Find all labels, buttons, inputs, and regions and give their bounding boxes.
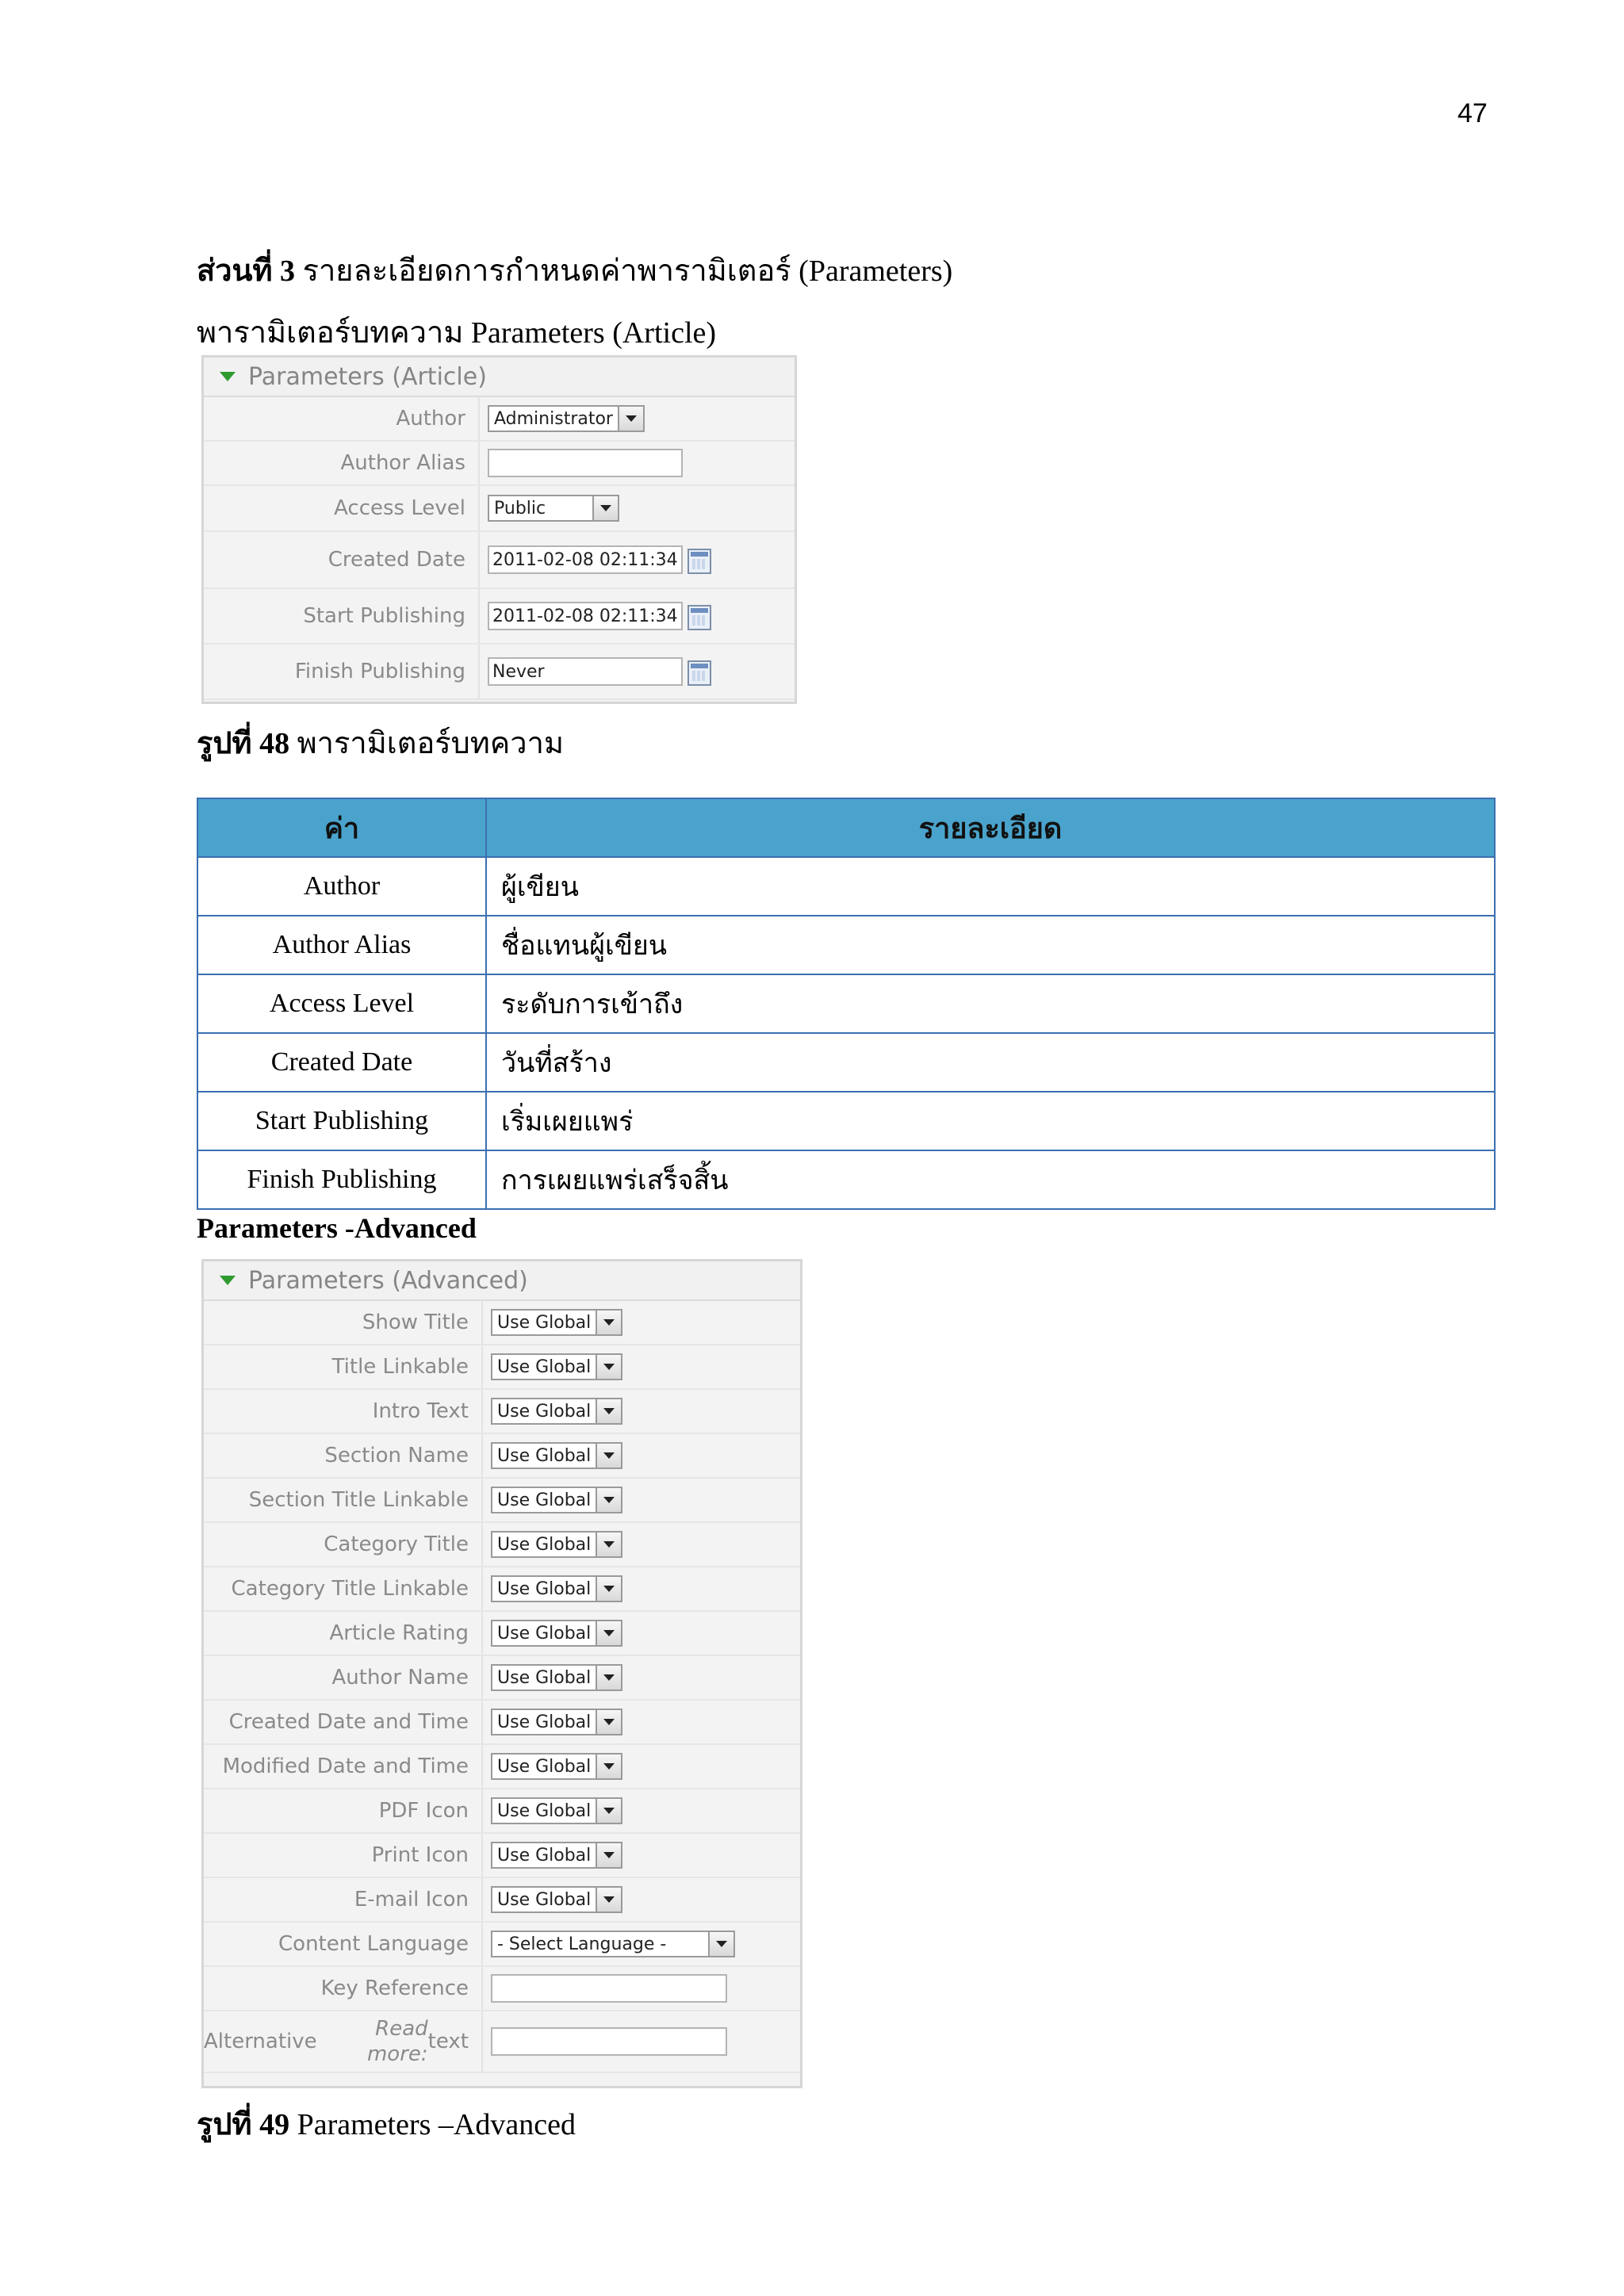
select-value: Use Global	[497, 1800, 592, 1821]
param-field	[480, 495, 619, 522]
param-label: Start Publishing	[204, 589, 480, 643]
param-label: Modified Date and Time	[204, 1745, 483, 1788]
table-cell-detail: ระดับการเข้าถึง	[486, 974, 1495, 1033]
author-alias-input[interactable]	[488, 449, 683, 477]
param-field	[483, 1531, 622, 1558]
param-label: Section Name	[204, 1434, 483, 1477]
parameters-table	[197, 798, 1496, 1210]
param-label: Alternative Read more: text	[204, 2011, 483, 2072]
param-label: Section Title Linkable	[204, 1479, 483, 1521]
collapse-triangle-icon[interactable]	[220, 1276, 236, 1285]
param-field	[483, 1575, 622, 1602]
select-value: Use Global	[497, 1357, 592, 1377]
param-field	[483, 1620, 622, 1647]
select-value: Use Global	[497, 1712, 592, 1732]
param-field	[483, 1709, 622, 1735]
param-field	[483, 1353, 622, 1380]
chevron-down-icon[interactable]	[596, 1577, 621, 1601]
advanced-parameters-panel	[201, 1259, 802, 2088]
param-label: Title Linkable	[204, 1345, 483, 1388]
calendar-icon[interactable]	[688, 605, 711, 630]
table-row	[197, 857, 1495, 916]
param-row-title-linkable	[204, 1345, 800, 1390]
table-cell-value: Finish Publishing	[197, 1150, 486, 1209]
param-row-created-date-and-time	[204, 1701, 800, 1745]
param-field	[480, 657, 711, 686]
category-title-select[interactable]	[491, 1531, 622, 1558]
param-row-section-name	[204, 1434, 800, 1479]
table-header-value: ค่า	[197, 798, 486, 857]
page-number: 47	[1457, 98, 1488, 128]
chevron-down-icon[interactable]	[592, 496, 618, 520]
table-cell-detail: เริ่มเผยแพร่	[486, 1092, 1495, 1150]
param-field	[480, 545, 711, 574]
advanced-panel-header[interactable]	[204, 1261, 800, 1301]
show-title-select[interactable]	[491, 1309, 622, 1336]
param-field	[483, 1664, 622, 1691]
param-label: E-mail Icon	[204, 1878, 483, 1921]
figure-48-label: รูปที่ 48	[197, 727, 290, 760]
param-label: Content Language	[204, 1923, 483, 1965]
select-value: Administrator	[494, 408, 613, 429]
table-cell-value: Author	[197, 857, 486, 916]
param-field	[480, 602, 711, 630]
calendar-icon[interactable]	[688, 660, 711, 686]
figure-49-label: รูปที่ 49	[197, 2108, 290, 2141]
select-value: Use Global	[497, 1667, 592, 1688]
param-row-show-title	[204, 1301, 800, 1345]
key-reference-input[interactable]	[491, 1974, 727, 2003]
param-row-pdf-icon	[204, 1789, 800, 1834]
advanced-panel-title: Parameters (Advanced)	[248, 1266, 528, 1295]
select-value: - Select Language -	[497, 1934, 667, 1954]
param-label: Finish Publishing	[204, 645, 480, 698]
print-icon-select[interactable]	[491, 1842, 622, 1869]
chevron-down-icon[interactable]	[596, 1444, 621, 1468]
author-name-select[interactable]	[491, 1664, 622, 1691]
modified-date-and-time-select[interactable]	[491, 1753, 622, 1780]
select-value: Use Global	[497, 1578, 592, 1599]
chevron-down-icon[interactable]	[596, 1311, 621, 1334]
finish-publishing-input[interactable]: Never	[488, 657, 683, 686]
param-field	[483, 1886, 622, 1913]
param-label: Category Title Linkable	[204, 1567, 483, 1610]
created-date-and-time-select[interactable]	[491, 1709, 622, 1735]
article-parameters-heading: พารามิเตอร์บทความ Parameters (Article)	[197, 316, 717, 350]
param-row-author-alias	[204, 442, 795, 486]
author-select[interactable]	[488, 405, 645, 432]
chevron-down-icon[interactable]	[596, 1399, 621, 1423]
param-row-category-title-linkable	[204, 1567, 800, 1612]
select-value: Use Global	[497, 1490, 592, 1510]
select-value: Use Global	[497, 1756, 592, 1777]
param-row-author	[204, 397, 795, 442]
param-label: PDF Icon	[204, 1789, 483, 1832]
param-row-section-title-linkable	[204, 1479, 800, 1523]
section-heading-bold: ส่วนที่ 3	[197, 254, 296, 288]
param-field	[483, 2027, 727, 2056]
start-publishing-input[interactable]: 2011-02-08 02:11:34	[488, 602, 683, 630]
collapse-triangle-icon[interactable]	[220, 372, 236, 381]
param-label: Key Reference	[204, 1967, 483, 2010]
param-field	[483, 1753, 622, 1780]
title-linkable-select[interactable]	[491, 1353, 622, 1380]
table-row	[197, 974, 1495, 1033]
param-field	[483, 1974, 727, 2003]
param-label: Created Date	[204, 532, 480, 587]
param-row-e-mail-icon	[204, 1878, 800, 1923]
table-cell-detail: ชื่อแทนผู้เขียน	[486, 916, 1495, 974]
param-row-access-level	[204, 486, 795, 532]
table-cell-value: Created Date	[197, 1033, 486, 1092]
select-value: Public	[494, 498, 546, 519]
select-value: Use Global	[497, 1401, 592, 1422]
param-row-start-publishing	[204, 589, 795, 645]
param-row-article-rating	[204, 1612, 800, 1656]
param-label: Author Name	[204, 1656, 483, 1699]
advanced-parameters-heading: Parameters -Advanced	[197, 1212, 477, 1244]
article-parameters-panel	[201, 355, 797, 704]
chevron-down-icon[interactable]	[596, 1533, 621, 1556]
param-field	[483, 1797, 622, 1824]
param-field	[483, 1398, 622, 1425]
param-label: Show Title	[204, 1301, 483, 1344]
section-name-select[interactable]	[491, 1442, 622, 1469]
section-title-linkable-select[interactable]	[491, 1487, 622, 1513]
param-field	[483, 1842, 622, 1869]
select-value: Use Global	[497, 1312, 592, 1333]
chevron-down-icon[interactable]	[596, 1488, 621, 1512]
table-header-detail: รายละเอียด	[486, 798, 1495, 857]
article-panel-title: Parameters (Article)	[248, 362, 487, 391]
param-field	[480, 405, 645, 432]
param-label: Print Icon	[204, 1834, 483, 1877]
param-label: Article Rating	[204, 1612, 483, 1655]
param-label: Intro Text	[204, 1390, 483, 1433]
table-row	[197, 1150, 1495, 1209]
table-cell-value: Access Level	[197, 974, 486, 1033]
param-row-key-reference	[204, 1967, 800, 2011]
select-value: Use Global	[497, 1889, 592, 1910]
chevron-down-icon[interactable]	[596, 1888, 621, 1911]
param-row-intro-text	[204, 1390, 800, 1434]
param-label: Category Title	[204, 1523, 483, 1566]
calendar-icon[interactable]	[688, 549, 711, 574]
select-value: Use Global	[497, 1445, 592, 1466]
param-label: Author Alias	[204, 442, 480, 484]
param-field	[483, 1309, 622, 1336]
param-row-category-title	[204, 1523, 800, 1567]
param-field	[483, 1931, 735, 1957]
chevron-down-icon[interactable]	[618, 407, 643, 430]
section-heading-text: รายละเอียดการกำหนดค่าพารามิเตอร์ (Parameters)	[302, 254, 953, 288]
read-more-emphasis: Read more:	[366, 2017, 428, 2066]
table-row	[197, 1092, 1495, 1150]
chevron-down-icon[interactable]	[596, 1755, 621, 1778]
figure-49-text: Parameters –Advanced	[297, 2108, 576, 2141]
param-label: Created Date and Time	[204, 1701, 483, 1743]
alternative-read-more-text-input[interactable]	[491, 2027, 727, 2056]
table-row	[197, 916, 1495, 974]
created-date-input[interactable]: 2011-02-08 02:11:34	[488, 545, 683, 574]
param-row-author-name	[204, 1656, 800, 1701]
figure-49-caption	[197, 2099, 576, 2148]
table-header-row	[197, 798, 1495, 857]
pdf-icon-select[interactable]	[491, 1797, 622, 1824]
table-cell-value: Start Publishing	[197, 1092, 486, 1150]
select-value: Use Global	[497, 1534, 592, 1555]
category-title-linkable-select[interactable]	[491, 1575, 622, 1602]
param-row-finish-publishing	[204, 645, 795, 700]
table-cell-value: Author Alias	[197, 916, 486, 974]
param-field	[483, 1487, 622, 1513]
chevron-down-icon[interactable]	[596, 1843, 621, 1867]
param-row-alternative-read-more-text	[204, 2011, 800, 2073]
param-label: Author	[204, 397, 480, 440]
figure-48-text: พารามิเตอร์บทความ	[297, 727, 564, 760]
article-rating-select[interactable]	[491, 1620, 622, 1647]
select-value: Use Global	[497, 1845, 592, 1866]
param-field	[483, 1442, 622, 1469]
section-heading	[197, 246, 952, 294]
chevron-down-icon[interactable]	[596, 1799, 621, 1823]
article-panel-header[interactable]	[204, 358, 795, 397]
chevron-down-icon[interactable]	[596, 1621, 621, 1645]
chevron-down-icon[interactable]	[596, 1355, 621, 1379]
content-language-select[interactable]	[491, 1931, 735, 1957]
table-row	[197, 1033, 1495, 1092]
e-mail-icon-select[interactable]	[491, 1886, 622, 1913]
figure-48-caption	[197, 718, 564, 767]
param-row-print-icon	[204, 1834, 800, 1878]
chevron-down-icon[interactable]	[596, 1710, 621, 1734]
chevron-down-icon[interactable]	[708, 1932, 733, 1956]
param-field	[480, 449, 683, 477]
access-level-select[interactable]	[488, 495, 619, 522]
chevron-down-icon[interactable]	[596, 1666, 621, 1689]
param-row-modified-date-and-time	[204, 1745, 800, 1789]
select-value: Use Global	[497, 1623, 592, 1644]
table-cell-detail: วันที่สร้าง	[486, 1033, 1495, 1092]
param-label: Access Level	[204, 486, 480, 530]
param-row-content-language	[204, 1923, 800, 1967]
table-cell-detail: ผู้เขียน	[486, 857, 1495, 916]
param-row-created-date	[204, 532, 795, 589]
intro-text-select[interactable]	[491, 1398, 622, 1425]
table-cell-detail: การเผยแพร่เสร็จสิ้น	[486, 1150, 1495, 1209]
